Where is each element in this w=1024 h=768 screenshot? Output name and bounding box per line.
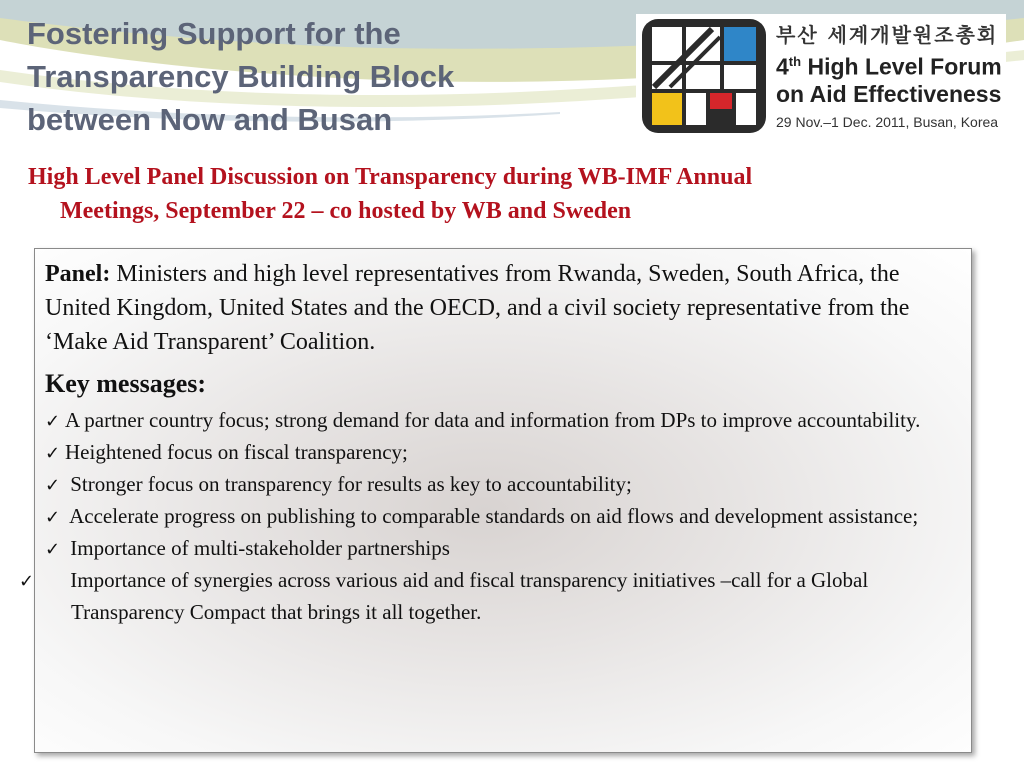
panel-label: Panel: bbox=[45, 261, 111, 287]
key-messages-list bbox=[19, 405, 961, 628]
key-message-item bbox=[19, 565, 961, 628]
logo-forum-line-1-rest: High Level Forum bbox=[801, 53, 1002, 80]
key-message-text: Heightened focus on fiscal transparency; bbox=[65, 440, 408, 464]
key-messages-heading: Key messages: bbox=[45, 369, 207, 398]
slide-title-line-2: Transparency Building Block bbox=[27, 59, 455, 94]
panel-paragraph bbox=[45, 257, 961, 359]
forum-logo-mark bbox=[640, 17, 768, 135]
checkmark-icon: ✓ bbox=[45, 443, 61, 464]
content-box bbox=[19, 248, 972, 753]
panel-text: Ministers and high level representatives from Rwanda, Sweden, South Africa, the United Kingdom, United States and the OECD, and a civil society representative from the ‘Make Aid Transparent’ Coalition. bbox=[45, 261, 910, 355]
slide-title bbox=[27, 12, 587, 141]
subtitle-line-1: High Level Panel Discussion on Transparency during WB-IMF Annual bbox=[28, 164, 753, 190]
logo-forum-line-1 bbox=[776, 48, 1002, 81]
logo-date: 29 Nov.–1 Dec. 2011, Busan, Korea bbox=[776, 114, 999, 131]
slide-subtitle bbox=[28, 160, 928, 228]
forum-logo bbox=[636, 14, 1006, 138]
key-message-text: Importance of multi-stakeholder partnerships bbox=[65, 536, 450, 560]
key-message-text: Stronger focus on transparency for results as key to accountability; bbox=[65, 472, 632, 496]
key-message-item bbox=[45, 501, 961, 533]
key-message-item bbox=[45, 533, 961, 565]
key-message-item bbox=[45, 437, 961, 469]
logo-korean-title: 부산 세계개발원조총회 bbox=[776, 22, 999, 47]
logo-forum-suffix: th bbox=[788, 53, 802, 69]
key-message-item bbox=[45, 405, 961, 437]
subtitle-line-2: Meetings, September 22 – co hosted by WB and Sweden bbox=[60, 198, 632, 224]
checkmark-icon: ✓ bbox=[45, 507, 61, 528]
checkmark-icon: ✓ bbox=[45, 539, 61, 560]
checkmark-icon: ✓ bbox=[19, 571, 35, 592]
checkmark-icon: ✓ bbox=[45, 411, 61, 432]
slide-title-line-1: Fostering Support for the bbox=[27, 16, 401, 51]
logo-forum-line-2: on Aid Effectiveness bbox=[776, 81, 1002, 108]
key-message-text: Importance of synergies across various aid and fiscal transparency initiatives –call for a Global Transparency Compact that brings it all together. bbox=[65, 568, 869, 624]
key-message-text: A partner country focus; strong demand for data and information from DPs to improve accountability. bbox=[65, 408, 921, 432]
key-message-item bbox=[45, 469, 961, 501]
checkmark-icon: ✓ bbox=[45, 475, 61, 496]
key-message-text: Accelerate progress on publishing to comparable standards on aid flows and development assistance; bbox=[65, 504, 919, 528]
slide-title-line-3: between Now and Busan bbox=[27, 102, 393, 137]
logo-forum-ordinal: 4 bbox=[776, 53, 789, 80]
forum-logo-text bbox=[776, 22, 1002, 131]
